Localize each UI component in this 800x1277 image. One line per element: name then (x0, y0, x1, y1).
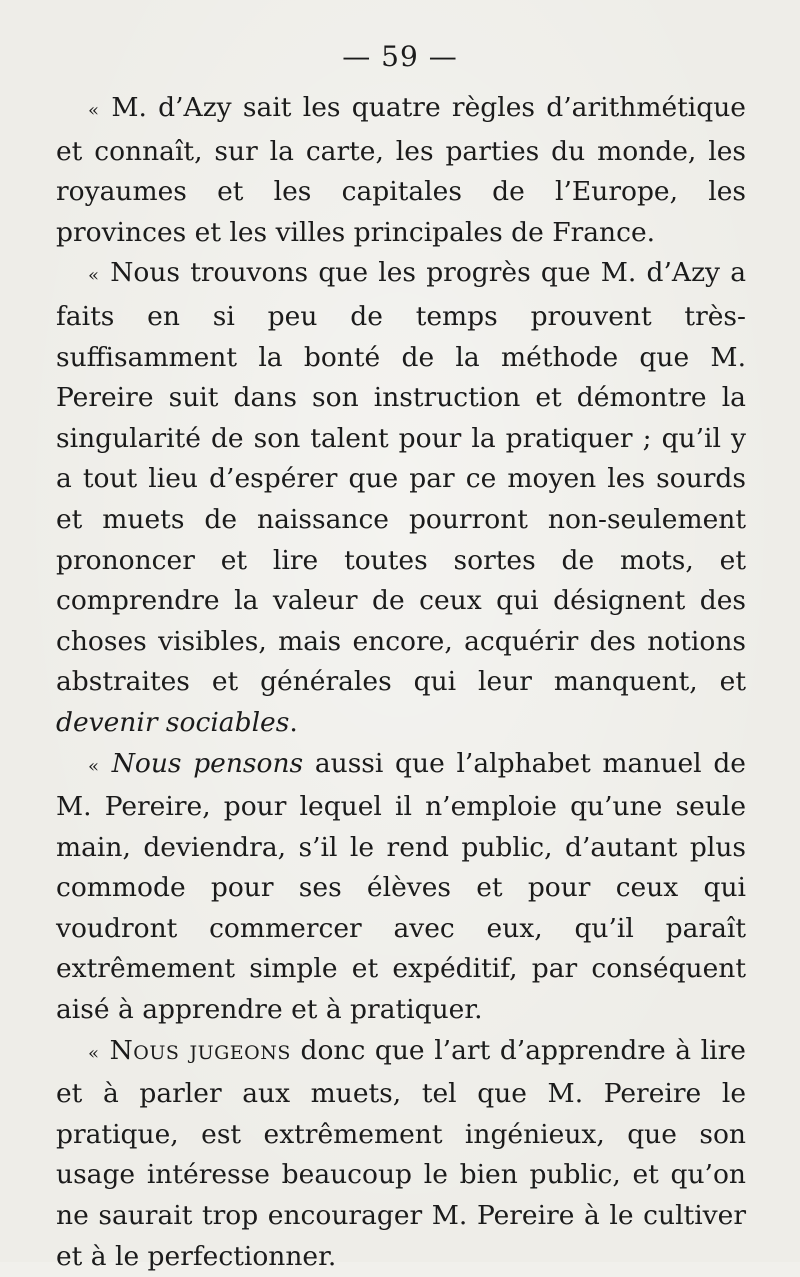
paragraph-1 (56, 88, 746, 253)
opening-quote-mark: « (88, 100, 101, 121)
opening-quote-mark: « (88, 755, 101, 777)
paragraph-text: M. d’Azy sait les quatre règles d’arithmétique et connaît, sur la carte, les parties du monde, les royaumes et les capitales de l’Europe, les provinces et les villes principales de France. (56, 92, 746, 248)
paragraph-text: aussi que l’alphabet manuel de M. Pereire, pour lequel il n’emploie qu’une seule main, deviendra, s’il le rend public, d’autant plus commode pour ses élèves et pour ceux qui voudront commercer avec eux, qu’il paraît extrêmement simple et expéditif, par conséquent aisé à apprendre et à pratiquer. (56, 747, 746, 1026)
paragraph-2 (56, 253, 746, 743)
paragraph-text: Nous trouvons que les progrès que M. d’Azy a faits en si peu de temps prouvent très-suffisamment la bonté de la méthode que M. Pereire suit dans son instruction et démontre la singularité de son talent pour la pratiquer ; qu’il y a tout lieu d’espérer que par ce moyen les sourds et muets de naissance pourront non-seulement prononcer et lire toutes sortes de mots, et comprendre la valeur de ceux qui désignent des choses visibles, mais encore, acquérir des notions abstraites et générales qui leur manquent, et (56, 257, 746, 698)
paragraph-3 (56, 744, 746, 1031)
small-caps-text: Nous jugeons (109, 1034, 291, 1066)
paragraph-text-end: . (289, 706, 298, 738)
emphasized-text: devenir sociables (56, 706, 290, 738)
page-number: — 59 — (342, 40, 458, 73)
paragraph-4 (56, 1031, 746, 1277)
opening-quote-mark: « (88, 265, 101, 287)
page-body (56, 88, 746, 1277)
emphasized-text: Nous pensons (111, 747, 304, 779)
opening-quote-mark: « (88, 1042, 101, 1064)
paragraph-text: donc que l’art d’apprendre à lire et à parler aux muets, tel que M. Pereire le pratique, est extrêmement ingénieux, que son usage intéresse beaucoup le bien public, et qu’on ne saurait trop encourager M. Pereire à le cultiver et à le perfectionner. (56, 1034, 746, 1272)
